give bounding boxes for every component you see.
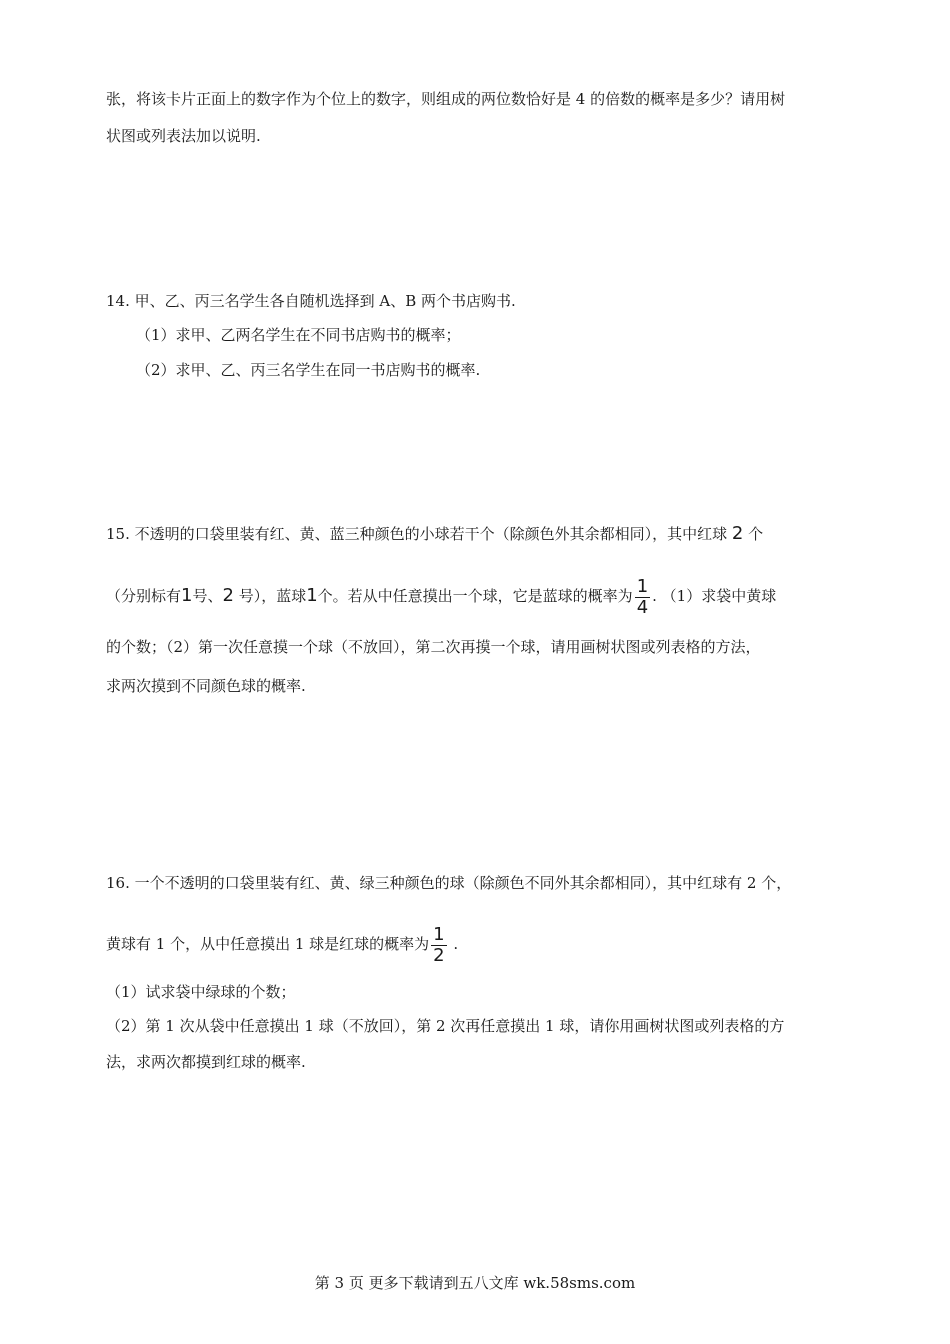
- q14-stem: 14. 甲、乙、丙三名学生各自随机选择到 A、B 两个书店购书.: [106, 292, 516, 310]
- q16-part-2-line-2: 法，求两次都摸到红球的概率.: [106, 1053, 306, 1071]
- q15-number-1: 1: [181, 585, 193, 606]
- q15-line-2-e: . （1）求袋中黄球: [652, 587, 777, 605]
- q15-fraction-denominator: 4: [636, 596, 649, 618]
- q15-line-1: [106, 524, 763, 544]
- q15-line-3: 的个数；（2）第一次任意摸一个球（不放回），第二次再摸一个球，请用画树状图或列表格的方法，: [106, 638, 761, 656]
- q15-fraction: [635, 577, 650, 618]
- q16-part-1: （1）试求袋中绿球的个数；: [106, 983, 296, 1001]
- q15-line-4: 求两次摸到不同颜色球的概率.: [106, 677, 306, 695]
- q15-line-2-b: 号、: [192, 587, 223, 605]
- q13-text-line-1: 张，将该卡片正面上的数字作为个位上的数字，则组成的两位数恰好是 4 的倍数的概率是多少？请用树: [106, 90, 786, 108]
- q15-fraction-numerator: 1: [636, 575, 649, 597]
- q15-line-2-d: 个。若从中任意摸出一个球，它是蓝球的概率为: [317, 587, 633, 605]
- q16-fraction-denominator: 2: [433, 944, 445, 966]
- q13-text-line-2: 状图或列表法加以说明.: [106, 127, 261, 145]
- q16-line-1: 16. 一个不透明的口袋里装有红、黄、绿三种颜色的球（除颜色不同外其余都相同），其中红球有 2 个，: [106, 874, 792, 892]
- q15-number-blue: 1: [306, 585, 318, 606]
- q15-line-1-a: 15. 不透明的口袋里装有红、黄、蓝三种颜色的小球若干个（除颜色外其余都相同），其中红球: [106, 525, 732, 543]
- q16-part-2-line-1: （2）第 1 次从袋中任意摸出 1 球（不放回），第 2 次再任意摸出 1 球，请你用画树状图或列表格的方: [106, 1017, 785, 1035]
- q16-line-2-a: 黄球有 1 个，从中任意摸出 1 球是红球的概率为: [106, 935, 430, 953]
- q16-line-2: [106, 922, 458, 966]
- q15-red-count: 2: [731, 523, 744, 544]
- q15-line-2-c: 号），蓝球: [233, 587, 307, 605]
- q14-part-1: （1）求甲、乙两名学生在不同书店购书的概率；: [136, 326, 461, 344]
- q14-part-2: （2）求甲、乙、丙三名学生在同一书店购书的概率.: [136, 361, 481, 379]
- q16-fraction-numerator: 1: [433, 923, 445, 945]
- q16-fraction: [431, 925, 446, 966]
- q16-line-2-b: .: [448, 935, 459, 953]
- q15-number-2: 2: [222, 585, 234, 606]
- page-footer: 第 3 页 更多下载请到五八文库 wk.58sms.com: [314, 1274, 636, 1292]
- q15-line-2: [106, 574, 776, 618]
- q15-line-1-b: 个: [743, 525, 764, 543]
- q15-line-2-a: （分别标有: [106, 587, 182, 605]
